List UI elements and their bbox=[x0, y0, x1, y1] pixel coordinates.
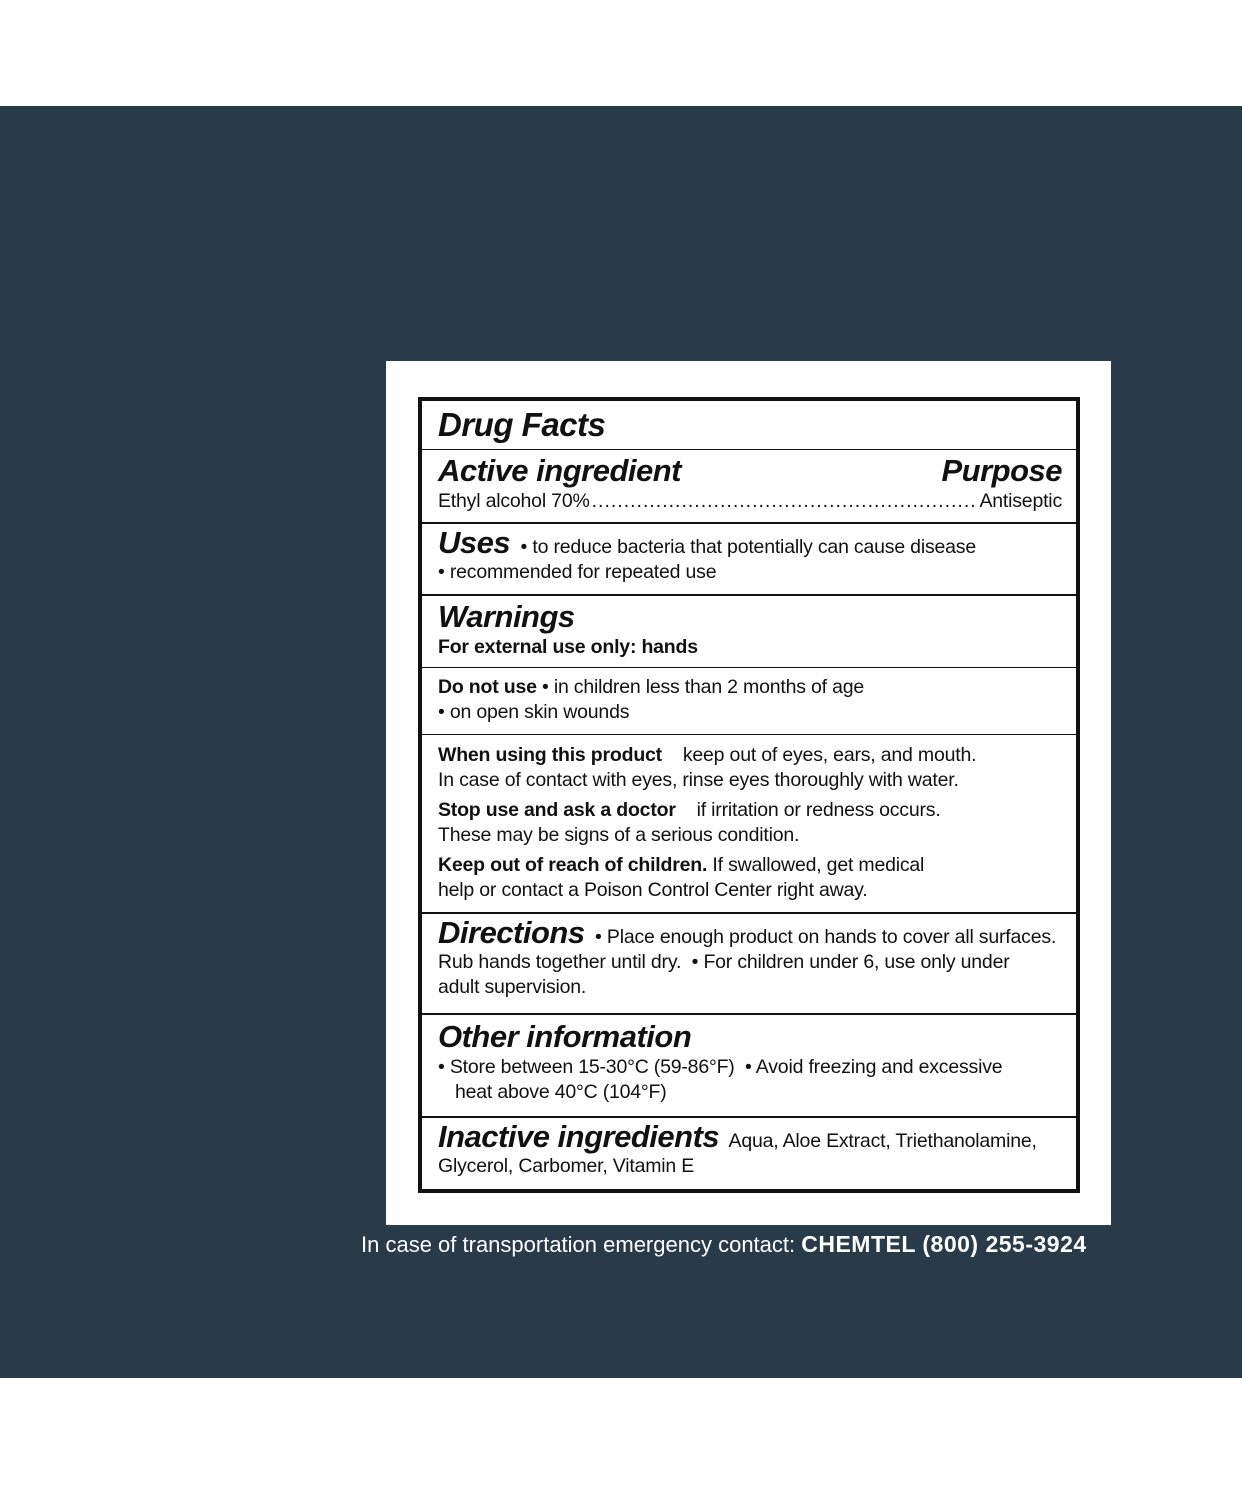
directions-heading: Directions bbox=[438, 915, 585, 950]
directions-text: adult supervision. bbox=[438, 976, 587, 998]
emergency-contact-text: In case of transportation emergency contact: bbox=[361, 1232, 796, 1257]
inactive-ingredients-text: Glycerol, Carbomer, Vitamin E bbox=[438, 1155, 695, 1177]
divider bbox=[422, 594, 1076, 596]
uses-item: recommended for repeated use bbox=[449, 561, 717, 583]
divider bbox=[422, 912, 1076, 914]
directions-section: Directions • Place enough product on hands to cover all surfaces. Rub hands together until dry. • For children under 6, use only under adult supervision. bbox=[422, 917, 1076, 1000]
cautions-section bbox=[422, 743, 1076, 903]
directions-text: Rub hands together until dry. bbox=[438, 951, 682, 973]
uses-section: Uses • to reduce bacteria that potentially can cause disease • recommended for repeated use bbox=[438, 525, 976, 583]
do-not-use-item: on open skin wounds bbox=[449, 701, 630, 723]
warnings-section bbox=[422, 599, 1076, 660]
active-ingredient-section bbox=[422, 453, 1076, 514]
emergency-contact-number: CHEMTEL (800) 255-3924 bbox=[801, 1231, 1087, 1257]
other-information-heading: Other information bbox=[438, 1019, 692, 1054]
directions-text: For children under 6, use only under bbox=[703, 951, 1010, 973]
divider bbox=[422, 1013, 1076, 1015]
title-section bbox=[422, 407, 1076, 443]
do-not-use-label: Do not use bbox=[438, 676, 537, 698]
emergency-contact bbox=[361, 1231, 1087, 1258]
keep-out-label: Keep out of reach of children. bbox=[438, 854, 708, 876]
other-information-text: heat above 40°C (104°F) bbox=[455, 1081, 667, 1103]
divider bbox=[422, 522, 1076, 524]
other-information-text: Avoid freezing and excessive bbox=[755, 1056, 1003, 1078]
do-not-use-item: in children less than 2 months of age bbox=[553, 676, 865, 698]
active-ingredient-heading: Active ingredient bbox=[438, 453, 681, 488]
keep-out-text: If swallowed, get medical bbox=[712, 854, 925, 876]
keep-out-text: help or contact a Poison Control Center right away. bbox=[438, 879, 868, 901]
when-using-text: In case of contact with eyes, rinse eyes thoroughly with water. bbox=[438, 769, 959, 791]
stop-use-text: These may be signs of a serious condition. bbox=[438, 824, 800, 846]
do-not-use-section: Do not use • in children less than 2 months of age • on open skin wounds bbox=[438, 676, 865, 723]
purpose-heading: Purpose bbox=[941, 453, 1062, 488]
divider bbox=[422, 667, 1076, 668]
background-panel bbox=[0, 106, 1242, 1378]
active-ingredient-value: Ethyl alcohol 70% bbox=[438, 490, 590, 512]
warnings-heading: Warnings bbox=[438, 599, 575, 634]
when-using-label: When using this product bbox=[438, 744, 662, 766]
stop-use-label: Stop use and ask a doctor bbox=[438, 799, 676, 821]
divider bbox=[422, 1116, 1076, 1118]
when-using-text: keep out of eyes, ears, and mouth. bbox=[682, 744, 977, 766]
divider bbox=[422, 734, 1076, 735]
uses-item: to reduce bacteria that potentially can cause disease bbox=[532, 536, 976, 558]
purpose-value: Antiseptic bbox=[979, 490, 1062, 512]
drug-facts-title: Drug Facts bbox=[438, 406, 606, 443]
drug-facts-label bbox=[386, 361, 1111, 1225]
divider bbox=[422, 449, 1076, 450]
inactive-ingredients-section bbox=[422, 1121, 1076, 1179]
uses-heading: Uses bbox=[438, 525, 511, 560]
other-information-section: Other information • Store between 15-30°C (59-86°F) • Avoid freezing and excessive heat above 40°C (104°F) bbox=[422, 1019, 1076, 1105]
stop-use-text: if irritation or redness occurs. bbox=[696, 799, 941, 821]
leader-dots bbox=[592, 489, 978, 514]
inactive-ingredients-heading: Inactive ingredients bbox=[438, 1119, 720, 1154]
directions-text: Place enough product on hands to cover all surfaces. bbox=[606, 926, 1057, 948]
inactive-ingredients-text: Aqua, Aloe Extract, Triethanolamine, bbox=[728, 1130, 1037, 1152]
drug-facts-box bbox=[418, 397, 1080, 1193]
other-information-text: Store between 15-30°C (59-86°F) bbox=[449, 1056, 735, 1078]
external-use-text: For external use only: hands bbox=[438, 636, 698, 658]
